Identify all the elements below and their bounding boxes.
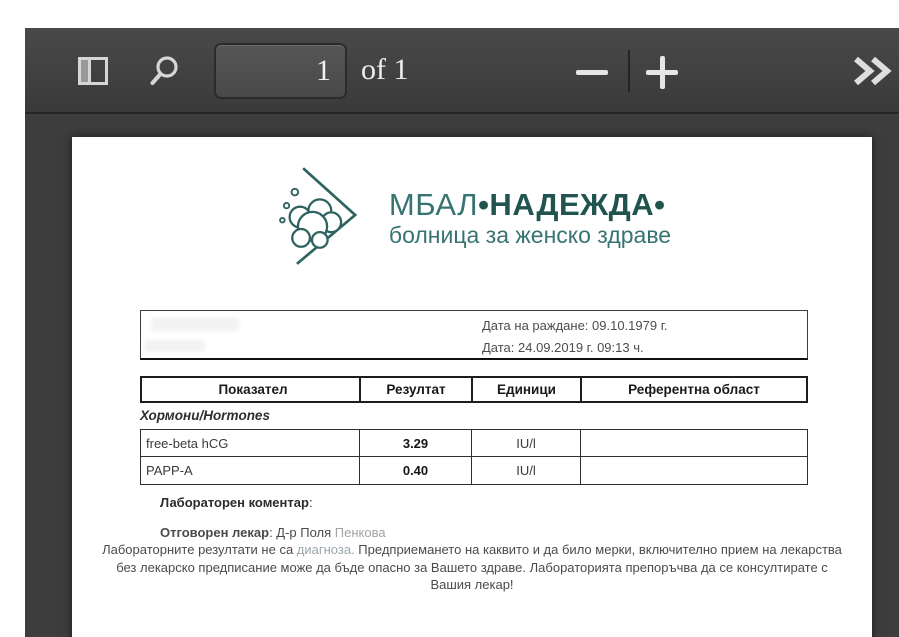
cell-reference <box>581 457 807 484</box>
logo-text-block <box>389 187 671 249</box>
find-button[interactable] <box>149 54 181 88</box>
results-table-header <box>140 376 808 403</box>
table-row <box>141 430 807 457</box>
page-count-label: of 1 <box>361 53 409 86</box>
results-table <box>140 429 808 485</box>
patient-dates <box>482 315 667 359</box>
toolbar-divider <box>628 50 630 92</box>
minus-icon <box>576 70 608 75</box>
section-title-hormones: Хормони/Hormones <box>140 408 270 423</box>
pdf-viewer <box>25 28 899 637</box>
lab-comment-line: Лабораторен коментар: <box>160 495 313 510</box>
logo-title: МБАЛ•НАДЕЖДА• <box>388 186 666 222</box>
logo-subtitle: болница за женско здраве <box>388 221 672 248</box>
header-reference: Референтна област <box>628 382 760 397</box>
chevron-cloud-logo-icon <box>273 163 377 272</box>
pdf-toolbar <box>25 28 899 114</box>
doctor-surname: Пенкова <box>334 525 386 540</box>
cell-units: IU/l <box>472 457 581 484</box>
more-tools-button[interactable] <box>849 54 893 88</box>
hospital-logo <box>72 163 872 272</box>
search-icon <box>149 76 181 91</box>
header-units: Единици <box>473 378 582 401</box>
cell-indicator: free-beta hCG <box>141 430 360 456</box>
header-indicator: Показател <box>142 378 361 401</box>
redacted-smudge <box>145 340 205 352</box>
header-result: Резултат <box>361 378 473 401</box>
page-number-box <box>214 43 347 99</box>
pdf-page <box>72 137 872 637</box>
zoom-in-button[interactable] <box>644 54 680 90</box>
lab-disclaimer: Лабораторните резултати не са диагноза. Предприемането на каквито и да било мерки, включително прием на лекарства без лекарско предписание може да бъде опасно за Вашето здраве. Лабораторията препоръчва да се консултирате с Вашия лекар! <box>102 542 842 592</box>
double-chevron-right-icon <box>849 76 893 91</box>
cell-result: 0.40 <box>360 457 472 484</box>
sidebar-toggle-icon <box>77 74 109 89</box>
redacted-smudge <box>151 318 239 331</box>
page-number-input[interactable] <box>216 45 345 97</box>
table-row <box>141 457 807 484</box>
cell-indicator: PAPP-A <box>141 457 360 484</box>
cell-units: IU/l <box>472 430 581 456</box>
lab-comment-label: Лабораторен коментар <box>160 495 309 510</box>
doctor-label: Отговорен лекар <box>160 525 270 540</box>
birth-date-line: Дата на раждане: 09.10.1979 г. <box>482 318 668 333</box>
cell-result: 3.29 <box>360 430 472 456</box>
patient-info-box <box>140 310 808 360</box>
responsible-doctor-line: Отговорен лекар: Д-р Поля Пенкова <box>160 525 386 540</box>
report-date-line: Дата: 24.09.2019 г. 09:13 ч. <box>482 340 644 355</box>
sidebar-toggle-button[interactable] <box>77 56 109 86</box>
cell-reference <box>581 430 807 456</box>
zoom-out-button[interactable] <box>574 54 610 90</box>
